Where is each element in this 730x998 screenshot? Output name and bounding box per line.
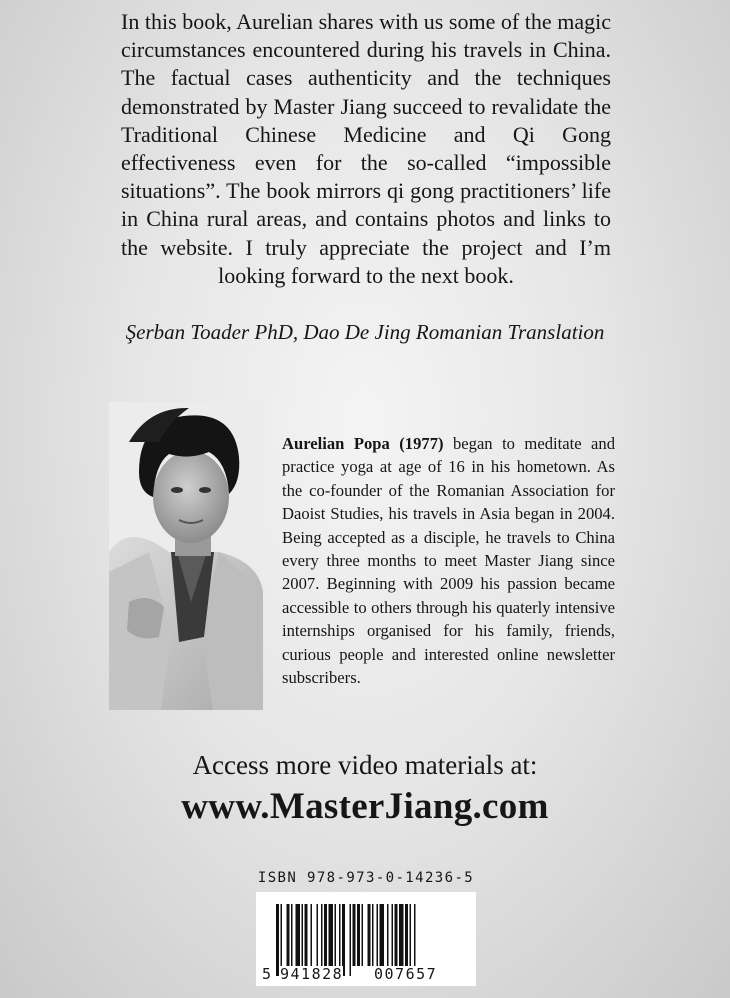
barcode-bar <box>321 904 323 966</box>
barcode-bar <box>311 904 313 966</box>
barcode-bar <box>291 904 293 966</box>
barcode-bar <box>362 904 364 966</box>
barcode-bar <box>276 904 279 976</box>
author-photo <box>109 402 263 710</box>
barcode-bar <box>357 904 360 966</box>
barcode-bar <box>350 904 352 976</box>
access-text: Access more video materials at: <box>192 750 538 780</box>
barcode-digits-right: 007657 <box>374 965 438 983</box>
barcode-digits-left: 941828 <box>280 965 344 983</box>
barcode-bar <box>387 904 389 966</box>
barcode-bar <box>305 904 308 966</box>
barcode-digit-first: 5 <box>262 965 273 983</box>
barcode-bar <box>399 904 404 966</box>
barcode-bar <box>410 904 412 966</box>
isbn-label: ISBN 978-973-0-14236-5 <box>257 870 475 886</box>
barcode-bar <box>380 904 385 966</box>
website-link[interactable]: www.MasterJiang.com <box>181 786 549 827</box>
barcode-bar <box>395 904 398 966</box>
barcode-bar <box>302 904 304 966</box>
author-bio <box>282 432 615 689</box>
barcode-bar <box>324 904 327 966</box>
author-bio-text: began to meditate and practice yoga at age of 16 in his hometown. As the co-founder of the Romanian Association for Daoist Studies, his travels in Asia began in 2004. Being accepted as a disciple, he travels to China every three months to meet Master Jiang since 2007. Beginning with 2009 his passion became accessible to others through his quaterly intensive internships organised for his family, friends, curious people and interested online newsletter subscribers. <box>282 434 615 688</box>
barcode-bar <box>296 904 301 966</box>
barcode-bar <box>329 904 334 966</box>
barcode-bar <box>405 904 408 966</box>
review-text: In this book, Aurelian shares with us some of the magic circumstances encountered during his travels in China. The factual cases authenticity and the techniques demonstrated by Master Jiang succeed to revalidate the Traditional Chinese Medicine and Qi Gong effectiveness even for the so-called “impossible situations”. The book mirrors qi gong practitioners’ life in China rural areas, and contains photos and links to the website. I truly appreciate the project and I’m looking forward to the next book. <box>121 9 611 288</box>
barcode-bar <box>377 904 379 966</box>
barcode-bar <box>335 904 337 966</box>
barcode-bar <box>353 904 356 966</box>
barcode-bar <box>372 904 374 966</box>
barcode-bar <box>339 904 341 966</box>
review-attribution: Şerban Toader PhD, Dao De Jing Romanian Translation <box>125 320 605 344</box>
barcode-bar <box>287 904 290 966</box>
author-name: Aurelian Popa (1977) <box>282 434 444 453</box>
barcode-bar <box>317 904 319 966</box>
barcode-bar <box>368 904 371 966</box>
barcode-bar <box>392 904 394 966</box>
barcode <box>256 892 476 986</box>
